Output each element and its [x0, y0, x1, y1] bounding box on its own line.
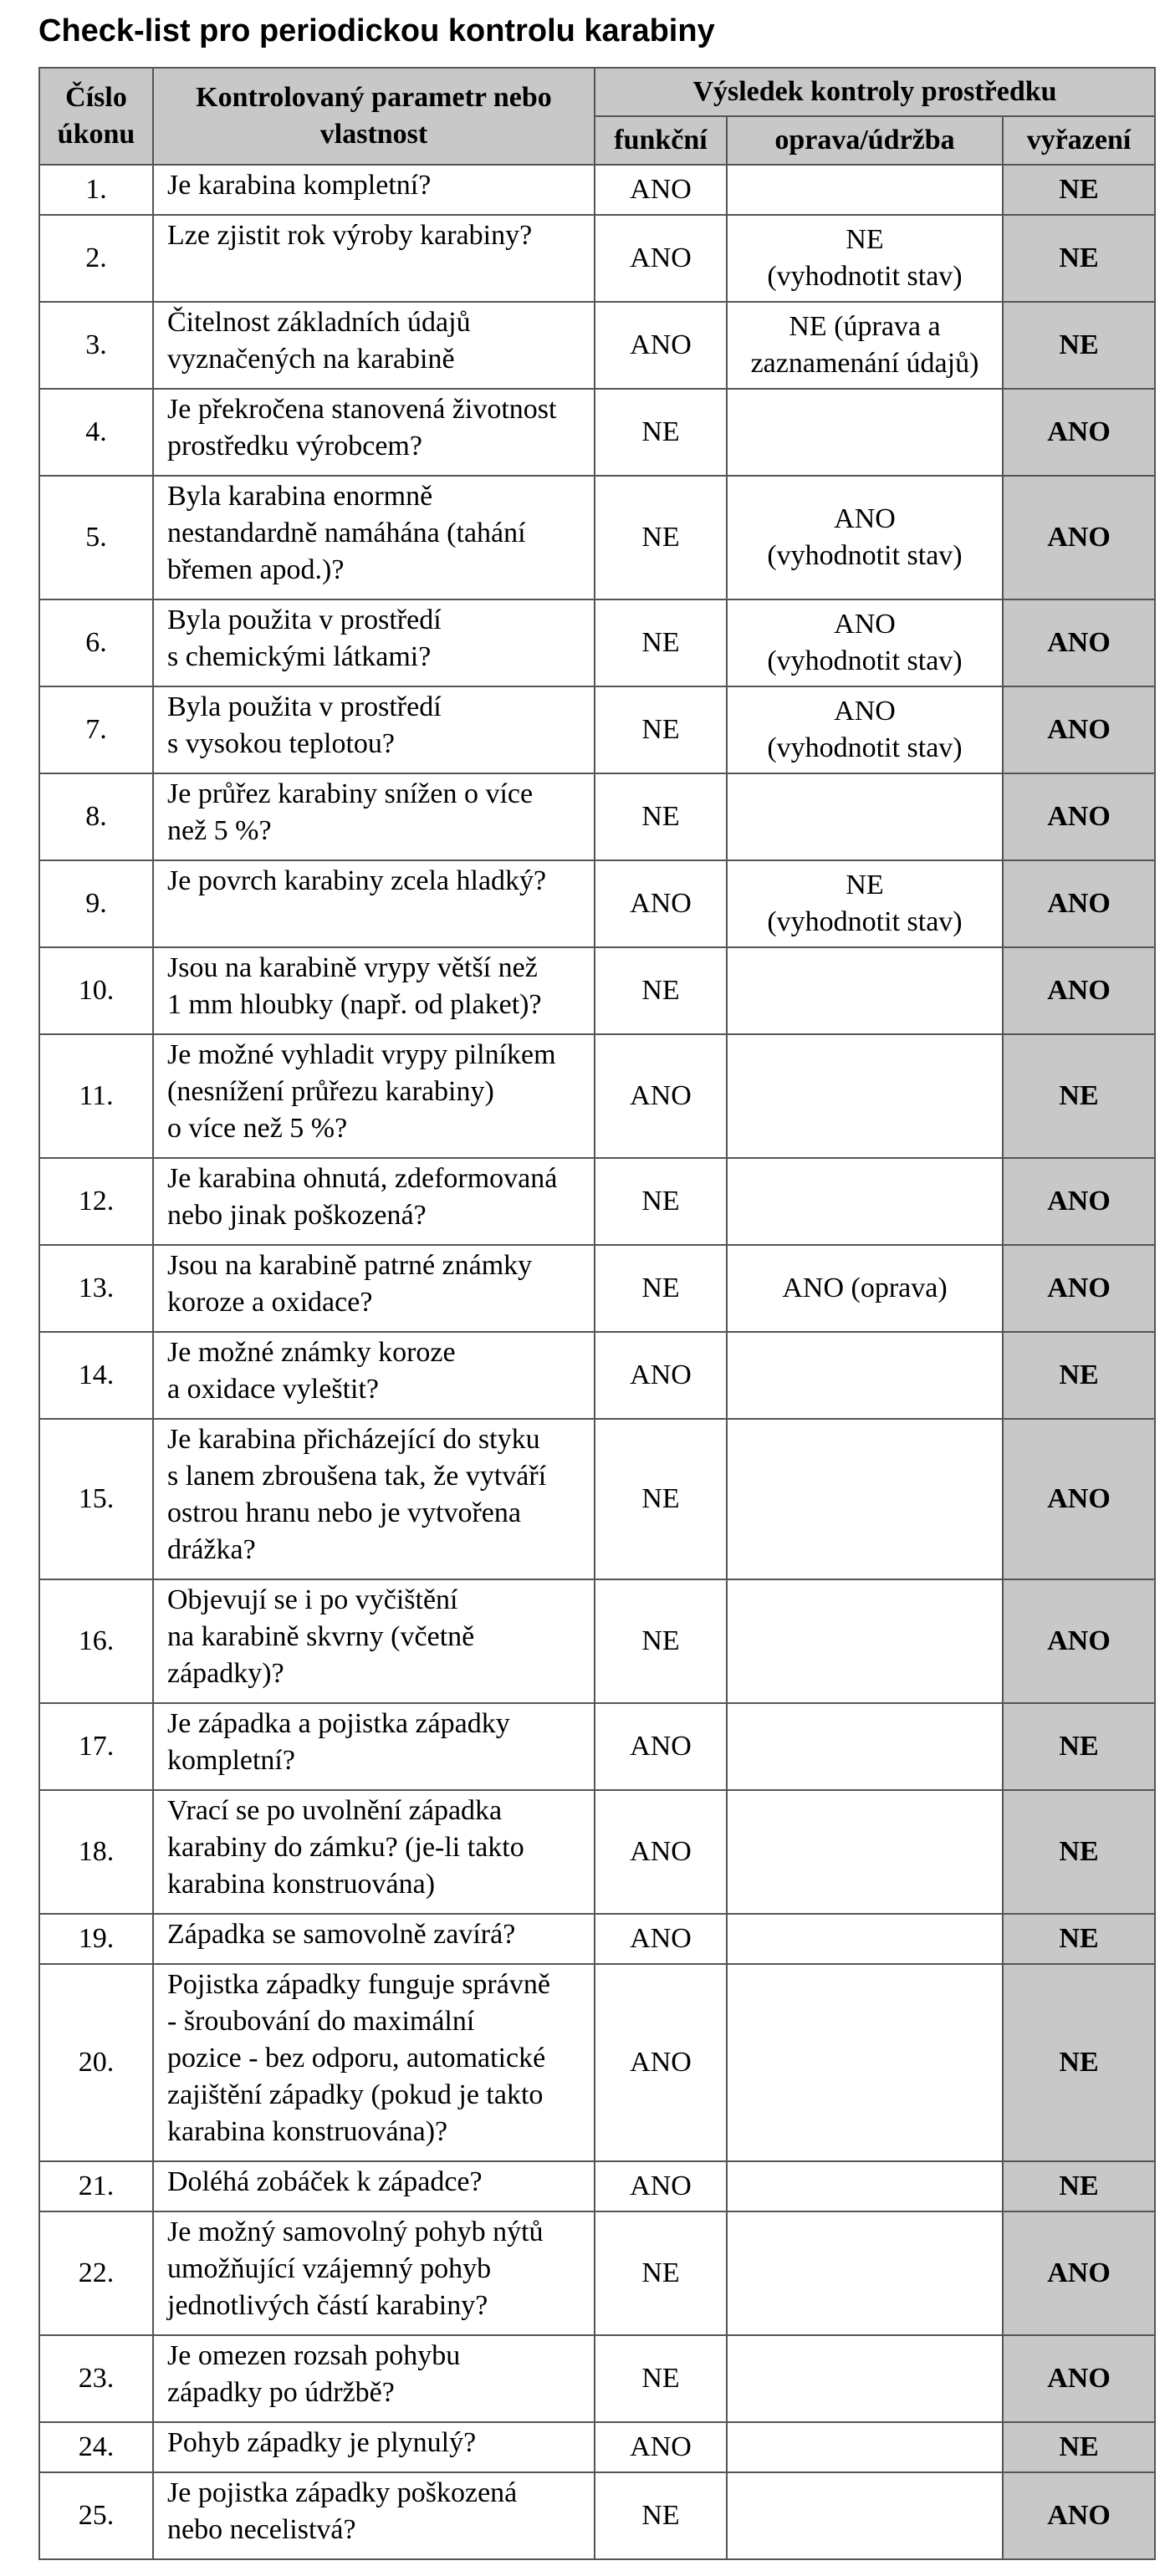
row-number: 5.	[39, 476, 153, 599]
parameter-line: Je pojistka západky poškozená	[167, 2477, 518, 2508]
table-row	[39, 2472, 1155, 2559]
row-functional: NE	[595, 599, 727, 686]
parameter-line: nebo jinak poškozená?	[167, 1200, 427, 1231]
parameter-line: (nesnížení průřezu karabiny)	[167, 1076, 494, 1107]
row-discard: ANO	[1003, 773, 1155, 860]
header-functional: funkční	[595, 116, 727, 165]
repair-line: zaznamenání údajů)	[750, 348, 979, 379]
table-row	[39, 1703, 1155, 1790]
table-header	[39, 68, 1155, 165]
header-number: Číslo úkonu	[39, 68, 153, 165]
row-number: 6.	[39, 599, 153, 686]
row-discard: ANO	[1003, 599, 1155, 686]
row-number: 21.	[39, 2161, 153, 2211]
row-discard: NE	[1003, 2161, 1155, 2211]
row-parameter	[153, 302, 595, 389]
row-repair	[727, 860, 1003, 947]
row-number: 16.	[39, 1579, 153, 1703]
table-row	[39, 599, 1155, 686]
row-repair	[727, 1158, 1003, 1245]
row-discard: ANO	[1003, 2335, 1155, 2422]
row-number: 25.	[39, 2472, 153, 2559]
row-functional: NE	[595, 389, 727, 476]
row-functional: ANO	[595, 1964, 727, 2161]
parameter-line: Je západka a pojistka západky	[167, 1708, 510, 1739]
table-row	[39, 165, 1155, 215]
parameter-line: Lze zjistit rok výroby karabiny?	[167, 220, 533, 251]
row-repair	[727, 1579, 1003, 1703]
row-parameter	[153, 1790, 595, 1914]
row-repair	[727, 1790, 1003, 1914]
row-parameter	[153, 215, 595, 302]
parameter-line: Je průřez karabiny snížen o více	[167, 778, 534, 809]
row-functional: ANO	[595, 215, 727, 302]
row-number: 22.	[39, 2211, 153, 2335]
row-parameter	[153, 2161, 595, 2211]
row-functional: ANO	[595, 2422, 727, 2472]
header-repair: oprava/údržba	[727, 116, 1003, 165]
parameter-line: Je možný samovolný pohyb nýtů	[167, 2216, 544, 2247]
row-functional: ANO	[595, 1332, 727, 1419]
repair-line: ANO	[834, 503, 896, 534]
row-parameter	[153, 2472, 595, 2559]
table-row	[39, 389, 1155, 476]
row-parameter	[153, 1579, 595, 1703]
table-row	[39, 773, 1155, 860]
table-row	[39, 1419, 1155, 1579]
parameter-line: než 5 %?	[167, 815, 272, 846]
repair-line: (vyhodnotit stav)	[767, 645, 963, 676]
parameter-line: Jsou na karabině vrypy větší než	[167, 952, 538, 983]
row-number: 8.	[39, 773, 153, 860]
parameter-line: břemen apod.)?	[167, 554, 345, 585]
row-number: 3.	[39, 302, 153, 389]
row-discard: ANO	[1003, 1158, 1155, 1245]
row-number: 20.	[39, 1964, 153, 2161]
table-row	[39, 2211, 1155, 2335]
parameter-line: koroze a oxidace?	[167, 1287, 373, 1318]
row-parameter	[153, 599, 595, 686]
table-row	[39, 1914, 1155, 1964]
parameter-line: západky po údržbě?	[167, 2377, 395, 2408]
row-discard: NE	[1003, 215, 1155, 302]
row-parameter	[153, 2335, 595, 2422]
row-functional: NE	[595, 947, 727, 1034]
row-functional: NE	[595, 476, 727, 599]
row-repair	[727, 947, 1003, 1034]
row-parameter	[153, 773, 595, 860]
parameter-line: Je možné vyhladit vrypy pilníkem	[167, 1039, 556, 1070]
parameter-line: Pohyb západky je plynulý?	[167, 2427, 477, 2458]
table-row	[39, 1790, 1155, 1914]
row-functional: NE	[595, 1579, 727, 1703]
table-row	[39, 1964, 1155, 2161]
table-row	[39, 947, 1155, 1034]
table-row	[39, 302, 1155, 389]
repair-line: (vyhodnotit stav)	[767, 732, 963, 763]
parameter-line: karabina konstruována)?	[167, 2116, 448, 2147]
row-functional: NE	[595, 1158, 727, 1245]
row-functional: NE	[595, 686, 727, 773]
row-number: 13.	[39, 1245, 153, 1332]
row-functional: ANO	[595, 302, 727, 389]
row-number: 19.	[39, 1914, 153, 1964]
row-number: 1.	[39, 165, 153, 215]
repair-line: (vyhodnotit stav)	[767, 540, 963, 571]
row-functional: NE	[595, 2472, 727, 2559]
table-row	[39, 1034, 1155, 1158]
page-title: Check-list pro periodickou kontrolu karabiny	[38, 13, 715, 48]
row-repair	[727, 1034, 1003, 1158]
parameter-line: s vysokou teplotou?	[167, 728, 395, 759]
row-discard: NE	[1003, 1790, 1155, 1914]
row-functional: NE	[595, 2335, 727, 2422]
row-repair	[727, 773, 1003, 860]
parameter-line: na karabině skvrny (včetně	[167, 1621, 475, 1652]
parameter-line: Je karabina ohnutá, zdeformovaná	[167, 1163, 558, 1194]
row-number: 24.	[39, 2422, 153, 2472]
row-discard: ANO	[1003, 476, 1155, 599]
row-discard: NE	[1003, 165, 1155, 215]
table-body	[39, 165, 1155, 2559]
parameter-line: Byla karabina enormně	[167, 481, 433, 512]
row-discard: ANO	[1003, 1419, 1155, 1579]
row-number: 2.	[39, 215, 153, 302]
header-result-group: Výsledek kontroly prostředku	[595, 68, 1155, 116]
row-repair	[727, 165, 1003, 215]
row-discard: NE	[1003, 1703, 1155, 1790]
row-functional: ANO	[595, 2161, 727, 2211]
parameter-line: Je možné známky koroze	[167, 1337, 456, 1368]
table-row	[39, 1158, 1155, 1245]
row-parameter	[153, 1332, 595, 1419]
row-repair	[727, 1914, 1003, 1964]
parameter-line: jednotlivých částí karabiny?	[167, 2290, 488, 2321]
row-discard: NE	[1003, 302, 1155, 389]
checklist-table	[38, 67, 1156, 2560]
row-functional: ANO	[595, 1790, 727, 1914]
row-parameter	[153, 476, 595, 599]
parameter-line: vyznačených na karabině	[167, 344, 455, 375]
row-functional: NE	[595, 1245, 727, 1332]
parameter-line: zajištění západky (pokud je takto	[167, 2079, 544, 2110]
row-parameter	[153, 947, 595, 1034]
row-number: 23.	[39, 2335, 153, 2422]
row-repair	[727, 1332, 1003, 1419]
parameter-line: Je karabina kompletní?	[167, 170, 432, 201]
parameter-line: prostředku výrobcem?	[167, 431, 422, 462]
parameter-line: Je překročena stanovená životnost	[167, 394, 557, 425]
row-parameter	[153, 2422, 595, 2472]
row-discard: NE	[1003, 2422, 1155, 2472]
parameter-line: Je povrch karabiny zcela hladký?	[167, 865, 547, 896]
row-discard: ANO	[1003, 1579, 1155, 1703]
row-number: 7.	[39, 686, 153, 773]
row-number: 9.	[39, 860, 153, 947]
row-parameter	[153, 1245, 595, 1332]
repair-line: NE	[846, 870, 884, 900]
row-discard: ANO	[1003, 1245, 1155, 1332]
repair-line: (vyhodnotit stav)	[767, 906, 963, 937]
row-repair	[727, 2161, 1003, 2211]
row-functional: ANO	[595, 860, 727, 947]
parameter-line: s lanem zbroušena tak, že vytváří	[167, 1461, 547, 1492]
parameter-line: Čitelnost základních údajů	[167, 307, 471, 338]
row-number: 4.	[39, 389, 153, 476]
row-parameter	[153, 1158, 595, 1245]
row-parameter	[153, 389, 595, 476]
row-repair	[727, 1964, 1003, 2161]
parameter-line: - šroubování do maximální	[167, 2006, 475, 2037]
row-discard: ANO	[1003, 947, 1155, 1034]
row-repair	[727, 2472, 1003, 2559]
parameter-line: a oxidace vyleštit?	[167, 1374, 380, 1405]
row-repair	[727, 2335, 1003, 2422]
parameter-line: o více než 5 %?	[167, 1113, 348, 1144]
parameter-line: karabina konstruována)	[167, 1869, 436, 1900]
row-repair	[727, 302, 1003, 389]
row-discard: ANO	[1003, 2472, 1155, 2559]
row-repair	[727, 476, 1003, 599]
row-discard: NE	[1003, 1034, 1155, 1158]
parameter-line: pozice - bez odporu, automatické	[167, 2043, 546, 2074]
repair-line: ANO	[834, 696, 896, 727]
table-row	[39, 2161, 1155, 2211]
table-row	[39, 1332, 1155, 1419]
parameter-line: karabiny do zámku? (je-li takto	[167, 1832, 524, 1863]
parameter-line: Vrací se po uvolnění západka	[167, 1795, 503, 1826]
parameter-line: Doléhá zobáček k západce?	[167, 2166, 483, 2197]
table-row	[39, 2335, 1155, 2422]
row-functional: ANO	[595, 1703, 727, 1790]
row-functional: NE	[595, 1419, 727, 1579]
row-discard: NE	[1003, 1914, 1155, 1964]
row-discard: NE	[1003, 1332, 1155, 1419]
table-row	[39, 1579, 1155, 1703]
table-row	[39, 2422, 1155, 2472]
parameter-line: Je karabina přicházející do styku	[167, 1424, 540, 1455]
row-number: 18.	[39, 1790, 153, 1914]
repair-line: (vyhodnotit stav)	[767, 261, 963, 292]
header-discard: vyřazení	[1003, 116, 1155, 165]
row-discard: ANO	[1003, 389, 1155, 476]
row-parameter	[153, 2211, 595, 2335]
row-repair	[727, 1419, 1003, 1579]
row-repair	[727, 2422, 1003, 2472]
row-number: 12.	[39, 1158, 153, 1245]
row-repair	[727, 389, 1003, 476]
parameter-line: drážka?	[167, 1534, 256, 1565]
row-number: 17.	[39, 1703, 153, 1790]
row-repair	[727, 599, 1003, 686]
table-row	[39, 215, 1155, 302]
header-parameter: Kontrolovaný parametr nebo vlastnost	[153, 68, 595, 165]
row-functional: NE	[595, 773, 727, 860]
table-row	[39, 860, 1155, 947]
parameter-line: nestandardně namáhána (tahání	[167, 518, 526, 548]
parameter-line: Byla použita v prostředí	[167, 691, 442, 722]
parameter-line: umožňující vzájemný pohyb	[167, 2253, 492, 2284]
parameter-line: Západka se samovolně zavírá?	[167, 1919, 516, 1950]
parameter-line: Pojistka západky funguje správně	[167, 1969, 550, 2000]
repair-line: ANO (oprava)	[782, 1273, 948, 1303]
parameter-line: Je omezen rozsah pohybu	[167, 2340, 461, 2371]
row-parameter	[153, 860, 595, 947]
repair-line: NE (úprava a	[789, 311, 941, 342]
row-functional: ANO	[595, 1914, 727, 1964]
row-repair	[727, 686, 1003, 773]
parameter-line: Jsou na karabině patrné známky	[167, 1250, 533, 1281]
repair-line: ANO	[834, 609, 896, 640]
row-parameter	[153, 1964, 595, 2161]
row-repair	[727, 2211, 1003, 2335]
row-parameter	[153, 1703, 595, 1790]
row-repair	[727, 1245, 1003, 1332]
row-discard: ANO	[1003, 860, 1155, 947]
row-parameter	[153, 686, 595, 773]
table-row	[39, 476, 1155, 599]
row-number: 14.	[39, 1332, 153, 1419]
table-row	[39, 1245, 1155, 1332]
row-functional: NE	[595, 2211, 727, 2335]
row-discard: ANO	[1003, 2211, 1155, 2335]
parameter-line: nebo necelistvá?	[167, 2514, 356, 2545]
parameter-line: západky)?	[167, 1658, 284, 1689]
row-parameter	[153, 165, 595, 215]
table-row	[39, 686, 1155, 773]
parameter-line: ostrou hranu nebo je vytvořena	[167, 1497, 521, 1528]
row-number: 15.	[39, 1419, 153, 1579]
row-repair	[727, 1703, 1003, 1790]
parameter-line: s chemickými látkami?	[167, 641, 432, 672]
row-parameter	[153, 1914, 595, 1964]
row-discard: ANO	[1003, 686, 1155, 773]
repair-line: NE	[846, 224, 884, 255]
parameter-line: Objevují se i po vyčištění	[167, 1584, 458, 1615]
row-discard: NE	[1003, 1964, 1155, 2161]
parameter-line: 1 mm hloubky (např. od plaket)?	[167, 989, 542, 1020]
row-repair	[727, 215, 1003, 302]
parameter-line: Byla použita v prostředí	[167, 604, 442, 635]
row-number: 11.	[39, 1034, 153, 1158]
row-parameter	[153, 1419, 595, 1579]
row-functional: ANO	[595, 165, 727, 215]
row-parameter	[153, 1034, 595, 1158]
parameter-line: kompletní?	[167, 1745, 295, 1776]
row-number: 10.	[39, 947, 153, 1034]
row-functional: ANO	[595, 1034, 727, 1158]
